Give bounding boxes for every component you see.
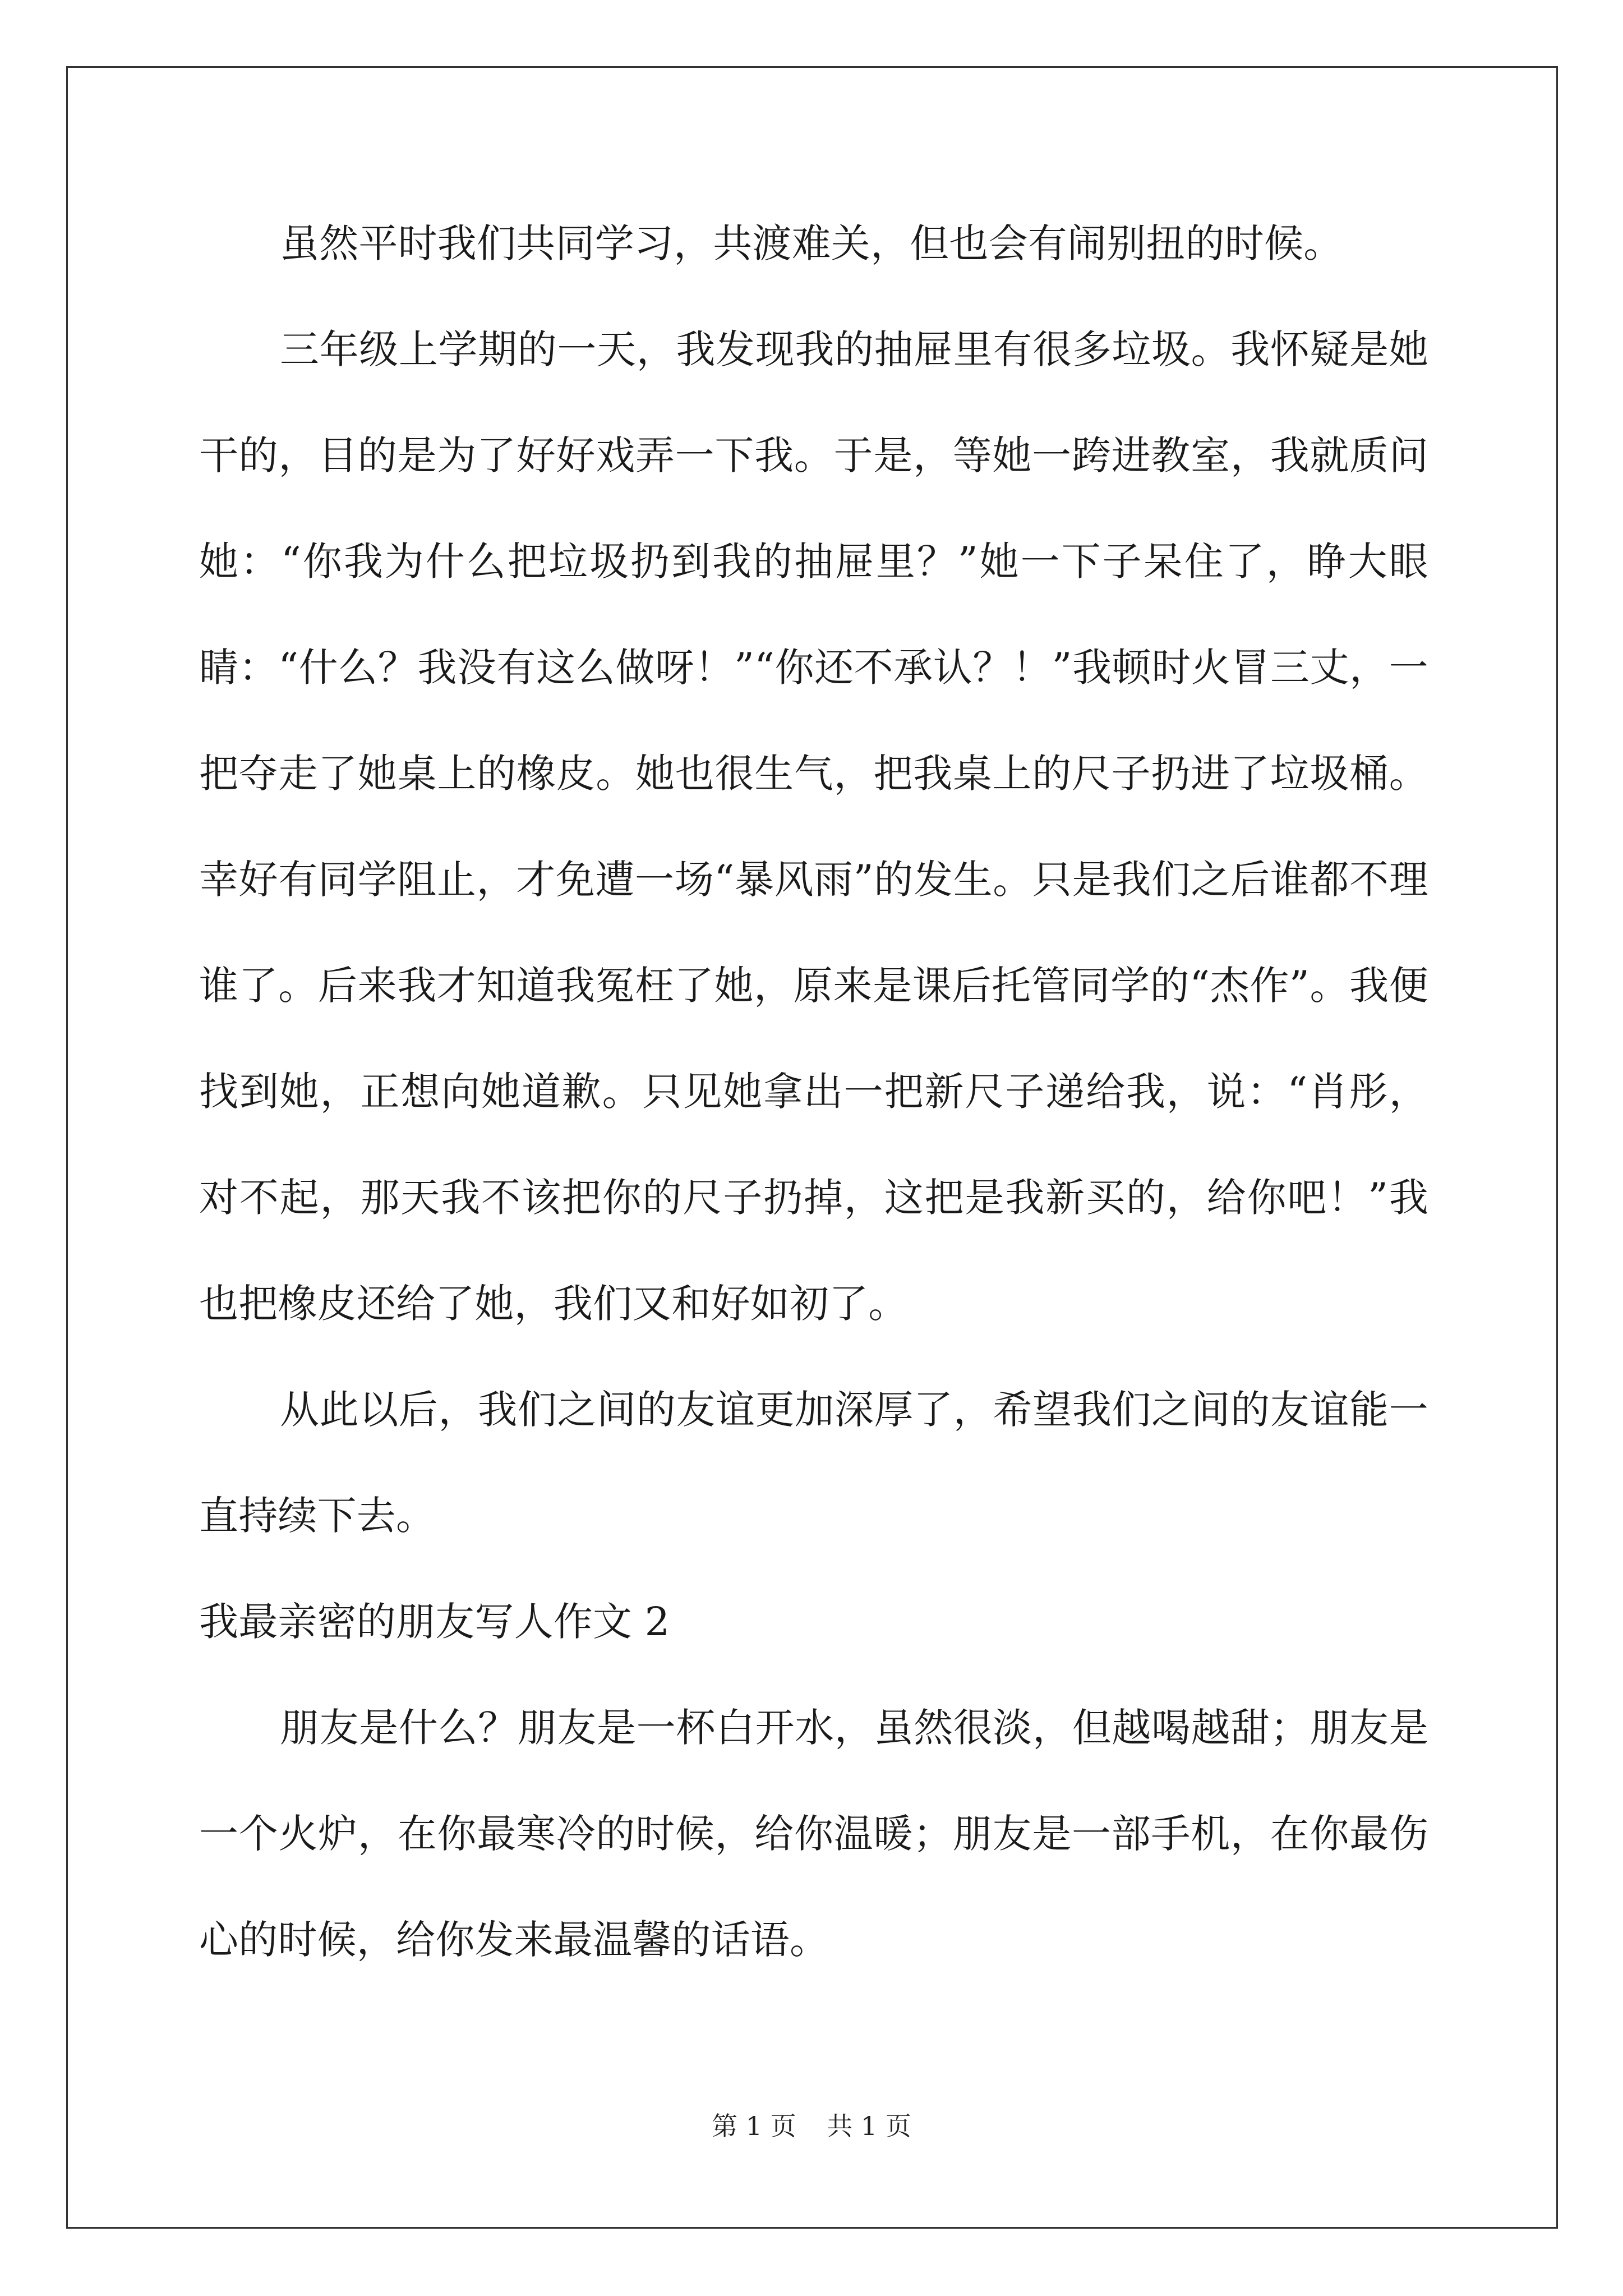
page-number: 第 1 页 bbox=[712, 2111, 796, 2141]
paragraph: 从此以后，我们之间的友谊更加深厚了，希望我们之间的友谊能一直持续下去。 bbox=[199, 1387, 1428, 1539]
paragraph: 虽然平时我们共同学习，共渡难关，但也会有闹别扭的时候。 bbox=[280, 220, 1343, 266]
paragraph: 三年级上学期的一天，我发现我的抽屉里有很多垃圾。我怀疑是她干的，目的是为了好好戏弄一下我。于是，等她一跨进教室，我就质问她：“你我为什么把垃圾扔到我的抽屉里？”她一下子呆住了，睁大眼睛：“什么？我没有这么做呀！”“你还不承认？！”我顿时火冒三丈，一把夺走了她桌上的橡皮。她也很生气，把我桌上的尺子扔进了垃圾桶。幸好有同学阻止，才免遭一场“暴风雨”的发生。只是我们之后谁都不理谁了。后来我才知道我冤枉了她，原来是课后托管同学的“杰作”。我便找到她，正想向她道歉。只见她拿出一把新尺子递给我，说：“肖彤，对不起，那天我不该把你的尺子扔掉，这把是我新买的，给你吧！”我也把橡皮还给了她，我们又和好如初了。 bbox=[199, 326, 1428, 1327]
paragraph: 朋友是什么？朋友是一杯白开水，虽然很淡，但越喝越甜；朋友是一个火炉，在你最寒冷的时候，给你温暖；朋友是一部手机，在你最伤心的时候，给你发来最温馨的话语。 bbox=[199, 1705, 1428, 1963]
page-total: 共 1 页 bbox=[827, 2111, 911, 2141]
document-body bbox=[199, 191, 1428, 1993]
section-heading: 我最亲密的朋友写人作文 2 bbox=[199, 1599, 670, 1645]
page-footer bbox=[0, 2109, 1623, 2143]
